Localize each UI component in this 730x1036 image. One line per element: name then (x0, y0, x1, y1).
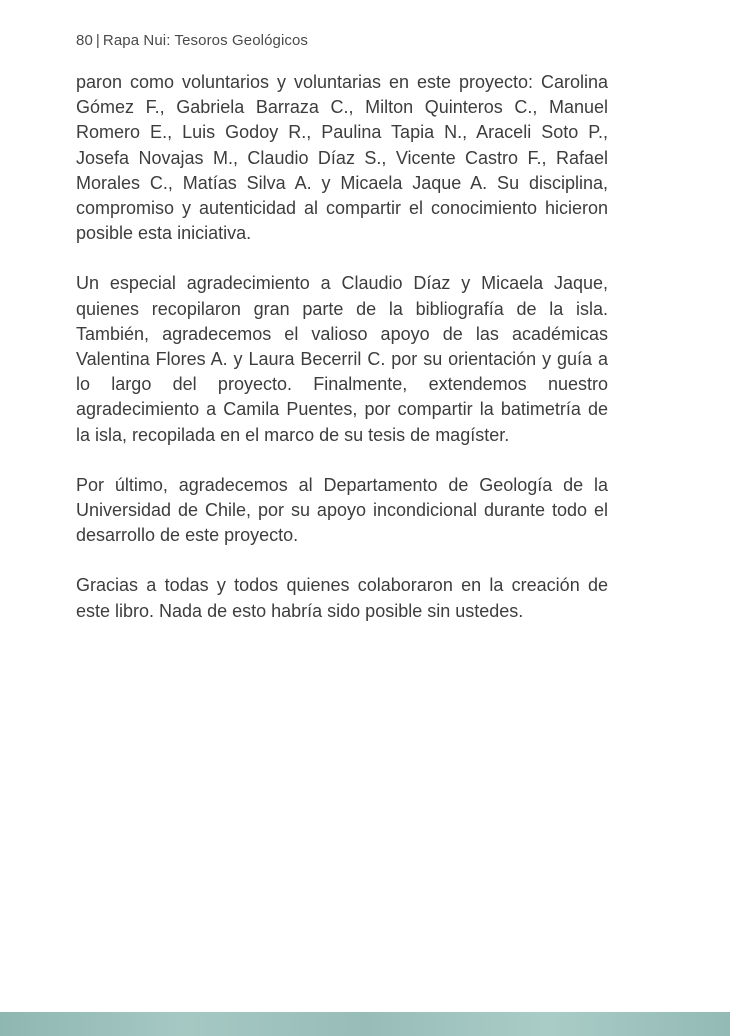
book-title: Rapa Nui: Tesoros Geológicos (102, 32, 309, 49)
running-header (76, 32, 308, 49)
paragraph-special-thanks: Un especial agradecimiento a Claudio Díaz y Micaela Jaque, quienes recopilaron gran parte de la bibliografía de la isla. También, agradecemos el valioso apoyo de las académicas Valentina Flores A. y Laura Becerril C. por su orientación y guía a lo largo del proyecto. Finalmente, extendemos nuestro agradecimiento a Camila Puentes, por compartir la batimetría de la isla, recopilada en el marco de su tesis de magíster. (76, 273, 608, 445)
decorative-footer-band (0, 1012, 730, 1036)
paragraph-department-thanks: Por último, agradecemos al Departamento de Geología de la Universidad de Chile, por su apoyo incondicional durante todo el desarrollo de este proyecto. (76, 474, 608, 546)
body-text (76, 70, 608, 649)
header-separator: | (95, 32, 100, 49)
paragraph-closing-thanks: Gracias a todas y todos quienes colaboraron en la creación de este libro. Nada de esto habría sido posible sin ustedes. (76, 575, 608, 621)
page-number: 80 (76, 32, 93, 49)
paragraph-volunteers: paron como voluntarios y voluntarias en este proyecto: Carolina Gómez F., Gabriela Barraza C., Milton Quinteros C., Manuel Romero E., Luis Godoy R., Paulina Tapia N., Araceli Soto P., Josefa Novajas M., Claudio Díaz S., Vicente Castro F., Rafael Morales C., Matías Silva A. y Micaela Jaque A. Su disciplina, compromiso y autenticidad al compartir el conocimiento hicieron posible esta iniciativa. (76, 72, 608, 244)
